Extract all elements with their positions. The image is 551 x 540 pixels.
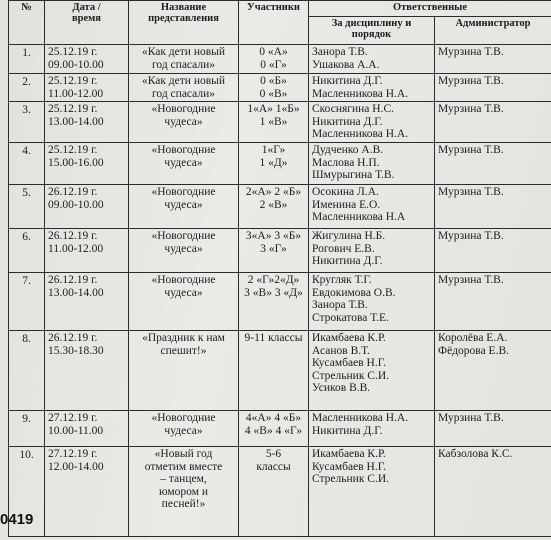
row-num: 10.: [9, 447, 45, 537]
row-num: 2.: [9, 74, 45, 102]
row-num: 7.: [9, 273, 45, 331]
row-participants: 2«А» 2 «Б» 2 «В»: [239, 185, 309, 229]
header-responsible: Ответственные: [309, 1, 551, 17]
table-row: [9, 411, 551, 447]
row-num: 4.: [9, 143, 45, 185]
row-admin: Кабзолова К.С.: [435, 447, 551, 537]
page-number: 0419: [0, 511, 34, 528]
row-admin: Мурзина Т.В.: [435, 229, 551, 273]
row-num: 3.: [9, 102, 45, 143]
row-admin: Мурзина Т.В.: [435, 273, 551, 331]
row-num: 6.: [9, 229, 45, 273]
table-row: [9, 331, 551, 411]
header-discipline: За дисциплину и порядок: [309, 17, 435, 45]
row-admin: Мурзина Т.В.: [435, 102, 551, 143]
row-admin: Мурзина Т.В.: [435, 74, 551, 102]
table-row: [9, 143, 551, 185]
row-discipline: Дудченко А.В. Маслова Н.П. Шмурыгина Т.В.: [309, 143, 435, 185]
row-num: 1.: [9, 45, 45, 74]
row-title: «Как дети новый год спасали»: [129, 74, 239, 102]
row-date: 25.12.19 г. 15.00-16.00: [45, 143, 129, 185]
row-date: 25.12.19 г. 09.00-10.00: [45, 45, 129, 74]
row-admin: Королёва Е.А. Фёдорова Е.В.: [435, 331, 551, 411]
row-participants: 5-6 классы: [239, 447, 309, 537]
row-admin: Мурзина Т.В.: [435, 411, 551, 447]
row-title: «Новогодние чудеса»: [129, 102, 239, 143]
row-discipline: Икамбаева К.Р. Кусамбаев Н.Г. Стрельник С.И.: [309, 447, 435, 537]
row-discipline: Кругляк Т.Г. Евдокимова О.В. Занора Т.В. Строкатова Т.Е.: [309, 273, 435, 331]
row-title: «Новогодние чудеса»: [129, 229, 239, 273]
table-row: [9, 447, 551, 537]
row-discipline: Никитина Д.Г. Масленникова Н.А.: [309, 74, 435, 102]
row-participants: 1«Г» 1 «Д»: [239, 143, 309, 185]
row-participants: 2 «Г»2«Д» 3 «В» 3 «Д»: [239, 273, 309, 331]
row-title: «Новогодние чудеса»: [129, 143, 239, 185]
header-administrator: Администратор: [435, 17, 551, 45]
row-num: 8.: [9, 331, 45, 411]
row-title: «Новогодние чудеса»: [129, 411, 239, 447]
row-discipline: Занора Т.В. Ушакова А.А.: [309, 45, 435, 74]
row-date: 25.12.19 г. 13.00-14.00: [45, 102, 129, 143]
row-participants: 0 «А» 0 «Г»: [239, 45, 309, 74]
row-participants: 4«А» 4 «Б» 4 «В» 4 «Г»: [239, 411, 309, 447]
header-title: Название представления: [129, 1, 239, 45]
row-date: 27.12.19 г. 12.00-14.00: [45, 447, 129, 537]
table-row: [9, 273, 551, 331]
row-title: «Праздник к нам спешит!»: [129, 331, 239, 411]
row-admin: Мурзина Т.В.: [435, 143, 551, 185]
row-discipline: Икамбаева К.Р. Асанов В.Т. Кусамбаев Н.Г. Стрельник С.И. Усиков В.В.: [309, 331, 435, 411]
row-discipline: Жигулина Н.Б. Рогович Е.В. Никитина Д.Г.: [309, 229, 435, 273]
table-row: [9, 45, 551, 74]
row-date: 26.12.19 г. 09.00-10.00: [45, 185, 129, 229]
table-row: [9, 102, 551, 143]
row-date: 27.12.19 г. 10.00-11.00: [45, 411, 129, 447]
header-date: Дата / время: [45, 1, 129, 45]
row-date: 25.12.19 г. 11.00-12.00: [45, 74, 129, 102]
row-title: «Новогодние чудеса»: [129, 273, 239, 331]
row-discipline: Скоснягина Н.С. Никитина Д.Г. Масленникова Н.А.: [309, 102, 435, 143]
header-participants: Участники: [239, 1, 309, 45]
row-participants: 9-11 классы: [239, 331, 309, 411]
row-discipline: Масленникова Н.А. Никитина Д.Г.: [309, 411, 435, 447]
row-participants: 0 «Б» 0 «В»: [239, 74, 309, 102]
row-title: «Новогодние чудеса»: [129, 185, 239, 229]
row-date: 26.12.19 г. 15.30-18.30: [45, 331, 129, 411]
table-row: [9, 229, 551, 273]
header-num: №: [9, 1, 45, 45]
row-num: 5.: [9, 185, 45, 229]
row-admin: Мурзина Т.В.: [435, 185, 551, 229]
row-num: 9.: [9, 411, 45, 447]
schedule-table: [8, 0, 551, 537]
row-participants: 1«А» 1«Б» 1 «В»: [239, 102, 309, 143]
row-title: «Новый год отметим вместе – танцем, юмором и песней!»: [129, 447, 239, 537]
row-date: 26.12.19 г. 11.00-12.00: [45, 229, 129, 273]
row-participants: 3«А» 3 «Б» 3 «Г»: [239, 229, 309, 273]
row-date: 26.12.19 г. 13.00-14.00: [45, 273, 129, 331]
row-title: «Как дети новый год спасали»: [129, 45, 239, 74]
row-admin: Мурзина Т.В.: [435, 45, 551, 74]
table-row: [9, 74, 551, 102]
row-discipline: Осокина Л.А. Именина Е.О. Масленникова Н.А: [309, 185, 435, 229]
table-row: [9, 185, 551, 229]
